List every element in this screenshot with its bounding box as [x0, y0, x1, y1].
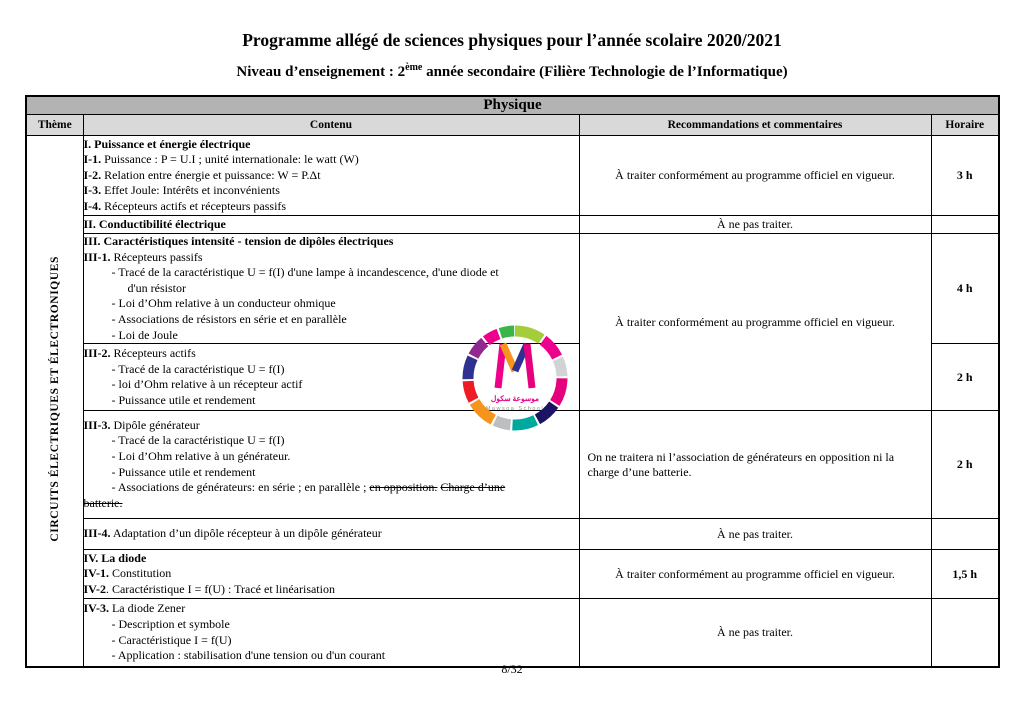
- content-line: - Tracé de la caractéristique U = f(I) d'une lampe à incandescence, d'une diode et: [111, 265, 499, 280]
- content-line: I-4. Récepteurs actifs et récepteurs passifs: [83, 198, 287, 213]
- horaire-cell-row-II: [931, 216, 999, 234]
- content-line: - Tracé de la caractéristique U = f(I): [111, 361, 285, 376]
- page-number: 8/32: [501, 662, 523, 676]
- content-line: IV-3. La diode Zener: [83, 601, 186, 616]
- row-III-4: [26, 519, 999, 550]
- content-line: I-2. Relation entre énergie et puissance: W = P.Δt: [83, 167, 321, 182]
- program-table-container: [25, 95, 1000, 668]
- column-header-contenu: Contenu: [83, 115, 579, 136]
- content-line: II. Conductibilité électrique: [83, 216, 226, 231]
- content-line: - Application : stabilisation d'une tension ou d'un courant: [111, 648, 386, 663]
- theme-label: CIRCUITS ÉLECTRIQUES ET ÉLECTRONIQUES: [48, 255, 61, 542]
- content-line: I. Puissance et énergie électrique: [83, 136, 251, 151]
- row-I: [26, 136, 999, 216]
- horaire-cell-row-III-2: 2 h: [931, 344, 999, 411]
- content-line: IV. La diode: [83, 550, 147, 565]
- content-cell-row-III-2: [83, 344, 579, 411]
- content-cell-row-III-4: [83, 519, 579, 550]
- content-cell-row-II: [83, 216, 579, 234]
- content-line: III-3. Dipôle générateur: [83, 417, 200, 432]
- horaire-cell-row-III-3: 2 h: [931, 411, 999, 519]
- content-line: - Tracé de la caractéristique U = f(I): [111, 433, 285, 448]
- content-line: - Loi d’Ohm relative à un générateur.: [111, 449, 291, 464]
- section-band-row: [26, 96, 999, 115]
- recommendation-cell-row-II: À ne pas traiter.: [579, 216, 931, 234]
- content-cell-row-IV: [83, 550, 579, 599]
- page-title: Programme allégé de sciences physiques pour l’année scolaire 2020/2021: [242, 30, 782, 50]
- content-line: - Description et symbole: [111, 617, 230, 632]
- column-header-row: [26, 115, 999, 136]
- content-line: I-3. Effet Joule: Intérêts et inconvénients: [83, 183, 280, 198]
- content-line: III. Caractéristiques intensité - tension de dipôles électriques: [83, 234, 394, 248]
- content-line: IV-1. Constitution: [83, 566, 172, 581]
- horaire-cell-row-III-1: 4 h: [931, 234, 999, 344]
- content-cell-row-I: [83, 136, 579, 216]
- column-header-theme: Thème: [26, 115, 83, 136]
- row-IV: [26, 550, 999, 599]
- content-line: - Puissance utile et rendement: [111, 392, 256, 407]
- column-header-recommandations: Recommandations et commentaires: [579, 115, 931, 136]
- recommendation-cell-row-I: À traiter conformément au programme officiel en vigueur.: [579, 136, 931, 216]
- column-header-horaire: Horaire: [931, 115, 999, 136]
- table-body: [26, 96, 999, 667]
- recommendation-cell-row-III-4: À ne pas traiter.: [579, 519, 931, 550]
- content-line: I-1. Puissance : P = U.I ; unité internationale: le watt (W): [83, 152, 359, 167]
- horaire-cell-row-IV: 1,5 h: [931, 550, 999, 599]
- content-line: batterie.: [83, 495, 123, 510]
- row-III-1: [26, 234, 999, 344]
- content-line: III-2. Récepteurs actifs: [83, 345, 196, 360]
- subtitle-superscript: ème: [405, 62, 423, 73]
- program-table: [25, 95, 1000, 668]
- content-line: III-4. Adaptation d’un dipôle récepteur à un dipôle générateur: [83, 526, 382, 541]
- row-III-3: [26, 411, 999, 519]
- recommendation-cell-row-III-3: On ne traitera ni l’association de générateurs en opposition ni la charge d’une batterie.: [579, 411, 931, 519]
- content-cell-row-IV-3: [83, 599, 579, 668]
- content-line: IV-2. Caractéristique I = f(U) : Tracé et linéarisation: [83, 581, 335, 596]
- subtitle-prefix: Niveau d’enseignement : 2: [236, 64, 406, 80]
- content-line: - Associations de générateurs: en série ; en parallèle ; en opposition. Charge d’une: [111, 480, 506, 495]
- watermark-arabic-text: موسوعة سكول: [490, 394, 540, 403]
- content-line: - Associations de résistors en série et en parallèle: [111, 311, 347, 326]
- row-IV-3: [26, 599, 999, 668]
- content-line: - Loi d’Ohm relative à un conducteur ohmique: [111, 296, 336, 311]
- watermark-latin-text: Mawsoa School: [485, 406, 545, 412]
- content-cell-row-III-3: [83, 411, 579, 519]
- section-title: Physique: [26, 96, 999, 115]
- page-subtitle: [0, 62, 1024, 81]
- recommendation-cell-row-IV: À traiter conformément au programme officiel en vigueur.: [579, 550, 931, 599]
- content-line: d'un résistor: [127, 280, 186, 295]
- recommendation-cell-row-III-1: À traiter conformément au programme officiel en vigueur.: [579, 234, 931, 411]
- horaire-cell-row-I: 3 h: [931, 136, 999, 216]
- row-II: [26, 216, 999, 234]
- theme-cell: [26, 136, 83, 668]
- content-line: - Loi de Joule: [111, 327, 178, 342]
- content-cell-row-III-1: [83, 234, 579, 344]
- horaire-cell-row-III-4: [931, 519, 999, 550]
- content-line: - loi d’Ohm relative à un récepteur actif: [111, 377, 303, 392]
- content-line: - Puissance utile et rendement: [111, 464, 256, 479]
- content-line: III-1. Récepteurs passifs: [83, 249, 203, 264]
- subtitle-suffix: année secondaire (Filière Technologie de l’Informatique): [422, 64, 788, 80]
- recommendation-cell-row-IV-3: À ne pas traiter.: [579, 599, 931, 668]
- horaire-cell-row-IV-3: [931, 599, 999, 668]
- content-line: - Caractéristique I = f(U): [111, 632, 232, 647]
